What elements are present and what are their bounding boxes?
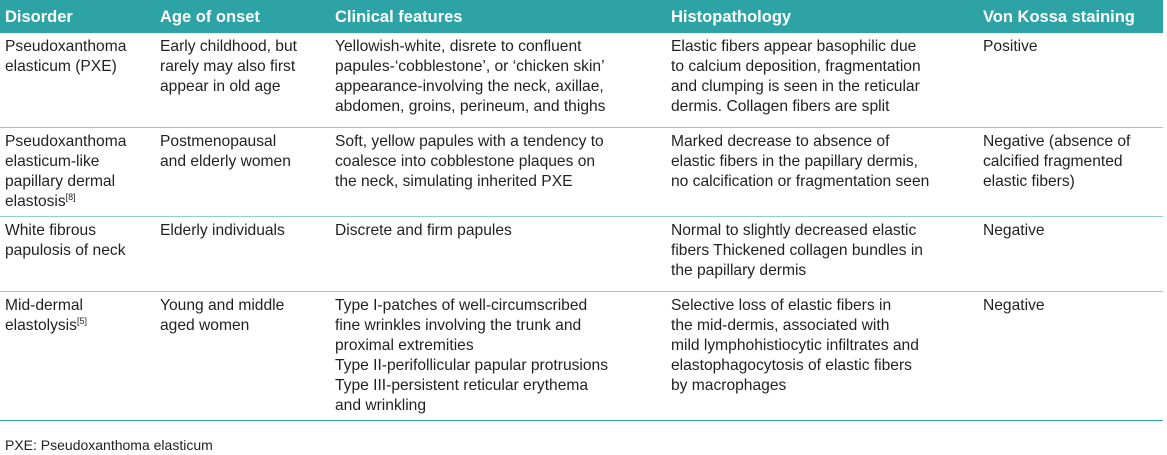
cell-line: Marked decrease to absence of	[671, 133, 890, 150]
table-body	[0, 33, 1163, 421]
cell-line: elasticum (PXE)	[5, 58, 117, 75]
cell-line: and wrinkling	[335, 397, 427, 414]
cell-von-kossa-staining	[978, 217, 1163, 292]
cell-age-of-onset	[155, 292, 330, 421]
cell-von-kossa-staining	[978, 292, 1163, 421]
cell-line: elastophagocytosis of elastic fibers	[671, 357, 912, 374]
cell-line: by macrophages	[671, 377, 787, 394]
cell-line: and clumping is seen in the reticular	[671, 78, 920, 95]
cell-line: no calcification or fragmentation seen	[671, 173, 930, 190]
cell-clinical-features	[330, 292, 666, 421]
cell-line: Selective loss of elastic fibers in	[671, 297, 892, 314]
cell-line: Soft, yellow papules with a tendency to	[335, 133, 604, 150]
cell-line: Negative (absence of	[983, 133, 1131, 150]
table-row	[0, 217, 1163, 292]
cell-line: Type III-persistent reticular erythema	[335, 377, 589, 394]
cell-line: Normal to slightly decreased elastic	[671, 222, 917, 239]
cell-clinical-features	[330, 33, 666, 128]
cell-disorder	[0, 217, 155, 292]
cell-line: Elderly individuals	[160, 222, 285, 239]
header-age-of-onset: Age of onset	[155, 0, 330, 33]
table-row	[0, 292, 1163, 421]
cell-line: Positive	[983, 38, 1038, 55]
cell-line: coalesce into cobblestone plaques on	[335, 153, 596, 170]
cell-histopathology	[666, 217, 978, 292]
header-disorder: Disorder	[0, 0, 155, 33]
cell-line: fine wrinkles involving the trunk and	[335, 317, 582, 334]
cell-clinical-features	[330, 128, 666, 217]
cell-line: Yellowish-white, disrete to confluent	[335, 38, 582, 55]
cell-line: calcified fragmented	[983, 153, 1123, 170]
cell-disorder	[0, 128, 155, 217]
cell-line: White fibrous	[5, 222, 96, 239]
cell-line: elasticum-like	[5, 153, 100, 170]
reference-superscript: [8]	[65, 191, 76, 202]
cell-line: Type I-patches of well-circumscribed	[335, 297, 588, 314]
cell-line: aged women	[160, 317, 250, 334]
cell-line: Type II-perifollicular papular protrusions	[335, 357, 609, 374]
header-clinical-features: Clinical features	[330, 0, 666, 33]
cell-line: papulosis of neck	[5, 242, 126, 259]
cell-line: the mid-dermis, associated with	[671, 317, 890, 334]
cell-clinical-features	[330, 217, 666, 292]
cell-line: Early childhood, but	[160, 38, 297, 55]
cell-line: rarely may also first	[160, 58, 296, 75]
cell-line: proximal extremities	[335, 337, 474, 354]
cell-line: Negative	[983, 222, 1045, 239]
cell-line: elastic fibers)	[983, 173, 1075, 190]
cell-line: fibers Thickened collagen bundles in	[671, 242, 923, 259]
header-histopathology: Histopathology	[666, 0, 978, 33]
cell-disorder	[0, 33, 155, 128]
table-footnote: PXE: Pseudoxanthoma elasticum	[5, 437, 213, 453]
cell-line: appearance-involving the neck, axillae,	[335, 78, 604, 95]
cell-line: elastosis[8]	[5, 191, 76, 210]
cell-age-of-onset	[155, 128, 330, 217]
table-row	[0, 33, 1163, 128]
cell-histopathology	[666, 292, 978, 421]
cell-line: and elderly women	[160, 153, 291, 170]
cell-age-of-onset	[155, 217, 330, 292]
table-header-row	[0, 0, 1163, 33]
cell-line: Pseudoxanthoma	[5, 133, 127, 150]
cell-histopathology	[666, 128, 978, 217]
cell-line: abdomen, groins, perineum, and thighs	[335, 98, 606, 115]
cell-von-kossa-staining	[978, 128, 1163, 217]
cell-line: Elastic fibers appear basophilic due	[671, 38, 917, 55]
cell-histopathology	[666, 33, 978, 128]
cell-line: elastolysis[5]	[5, 315, 87, 334]
cell-line: Mid-dermal	[5, 297, 83, 314]
cell-line: Postmenopausal	[160, 133, 277, 150]
cell-line: elastic fibers in the papillary dermis,	[671, 153, 919, 170]
cell-line: Pseudoxanthoma	[5, 38, 127, 55]
cell-line: the papillary dermis	[671, 262, 807, 279]
cell-line: mild lymphohistiocytic infiltrates and	[671, 337, 919, 354]
cell-line: Negative	[983, 297, 1045, 314]
table-row	[0, 128, 1163, 217]
cell-line: appear in old age	[160, 78, 281, 95]
cell-line: Young and middle	[160, 297, 285, 314]
cell-line: Discrete and firm papules	[335, 222, 512, 239]
header-von-kossa-staining: Von Kossa staining	[978, 0, 1163, 33]
cell-line: papules-‘cobblestone’, or ‘chicken skin’	[335, 58, 605, 75]
cell-von-kossa-staining	[978, 33, 1163, 128]
cell-line: to calcium deposition, fragmentation	[671, 58, 921, 75]
cell-line: papillary dermal	[5, 173, 116, 190]
cell-age-of-onset	[155, 33, 330, 128]
cell-line: the neck, simulating inherited PXE	[335, 173, 573, 190]
reference-superscript: [5]	[76, 315, 87, 326]
cell-line: dermis. Collagen fibers are split	[671, 98, 890, 115]
cell-disorder	[0, 292, 155, 421]
